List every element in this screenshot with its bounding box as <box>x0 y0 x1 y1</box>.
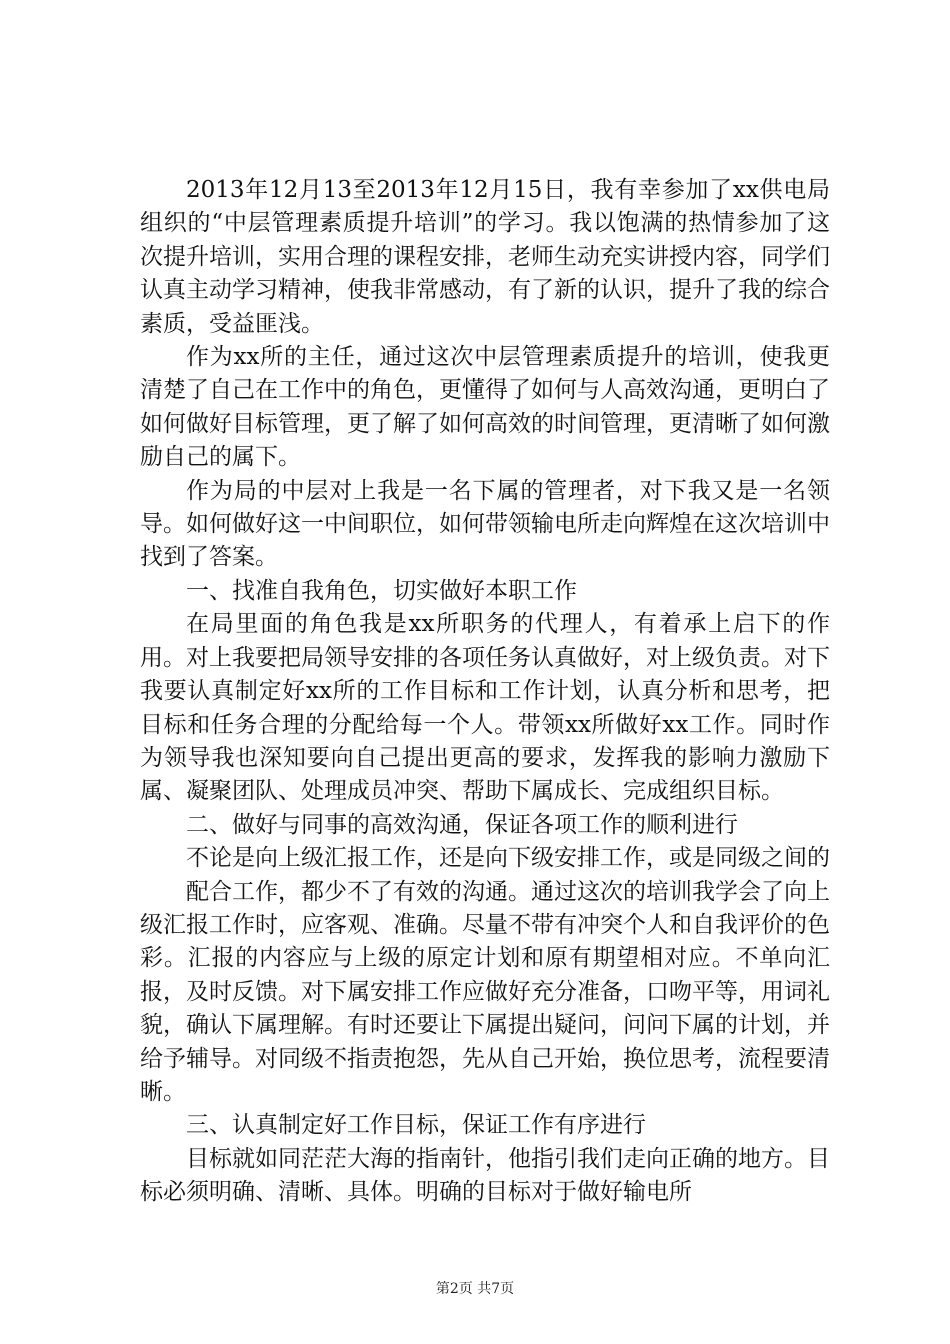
paragraph-section-2b: 配合工作，都少不了有效的沟通。通过这次的培训我学会了向上级汇报工作时，应客观、准确。尽量不带有冲突个人和自我评价的色彩。汇报的内容应与上级的原定计划和原有期望相对应。不单向汇报，及时反馈。对下属安排工作应做好充分准备，口吻平等，用词礼貌，确认下属理解。有时还要让下属提出疑问，问问下属的计划，并给予辅导。对同级不指责抱怨，先从自己开始，换位思考，流程要清晰。 <box>140 878 830 1105</box>
section-heading-3: 三、认真制定好工作目标，保证工作有序进行 <box>186 1112 646 1139</box>
paragraph-section-3: 目标就如同茫茫大海的指南针，他指引我们走向正确的地方。目标必须明确、清晰、具体。明确的目标对于做好输电所 <box>140 1145 830 1206</box>
paragraph-intro: 2013年12月13至2013年12月15日，我有幸参加了xx供电局组织的“中层管理素质提升培训”的学习。我以饱满的热情参加了这次提升培训，实用合理的课程安排，老师生动充实讲授内容，同学们认真主动学习精神，使我非常感动，有了新的认识，提升了我的综合素质，受益匪浅。 <box>140 177 830 337</box>
section-heading-2: 二、做好与同事的高效沟通，保证各项工作的顺利进行 <box>186 811 738 838</box>
paragraph-section-2a: 不论是向上级汇报工作，还是向下级安排工作，或是同级之间的 <box>186 845 830 872</box>
document-body <box>140 174 830 1210</box>
paragraph-middle-manager: 作为局的中层对上我是一名下属的管理者，对下我又是一名领导。如何做好这一中间职位，如何带领输电所走向辉煌在这次培训中找到了答案。 <box>140 477 830 571</box>
section-heading-1: 一、找准自我角色，切实做好本职工作 <box>186 577 577 604</box>
paragraph-role-reflection: 作为xx所的主任，通过这次中层管理素质提升的培训，使我更清楚了自己在工作中的角色，更懂得了如何与人高效沟通，更明白了如何做好目标管理，更了解了如何高效的时间管理，更清晰了如何激励自己的属下。 <box>140 344 830 471</box>
paragraph-section-1: 在局里面的角色我是xx所职务的代理人，有着承上启下的作用。对上我要把局领导安排的各项任务认真做好，对上级负责。对下我要认真制定好xx所的工作目标和工作计划，认真分析和思考，把目标和任务合理的分配给每一个人。带领xx所做好xx工作。同时作为领导我也深知要向自己提出更高的要求，发挥我的影响力激励下属、凝聚团队、处理成员冲突、帮助下属成长、完成组织目标。 <box>140 611 830 805</box>
page-footer: 第2页 共7页 <box>435 1281 515 1297</box>
